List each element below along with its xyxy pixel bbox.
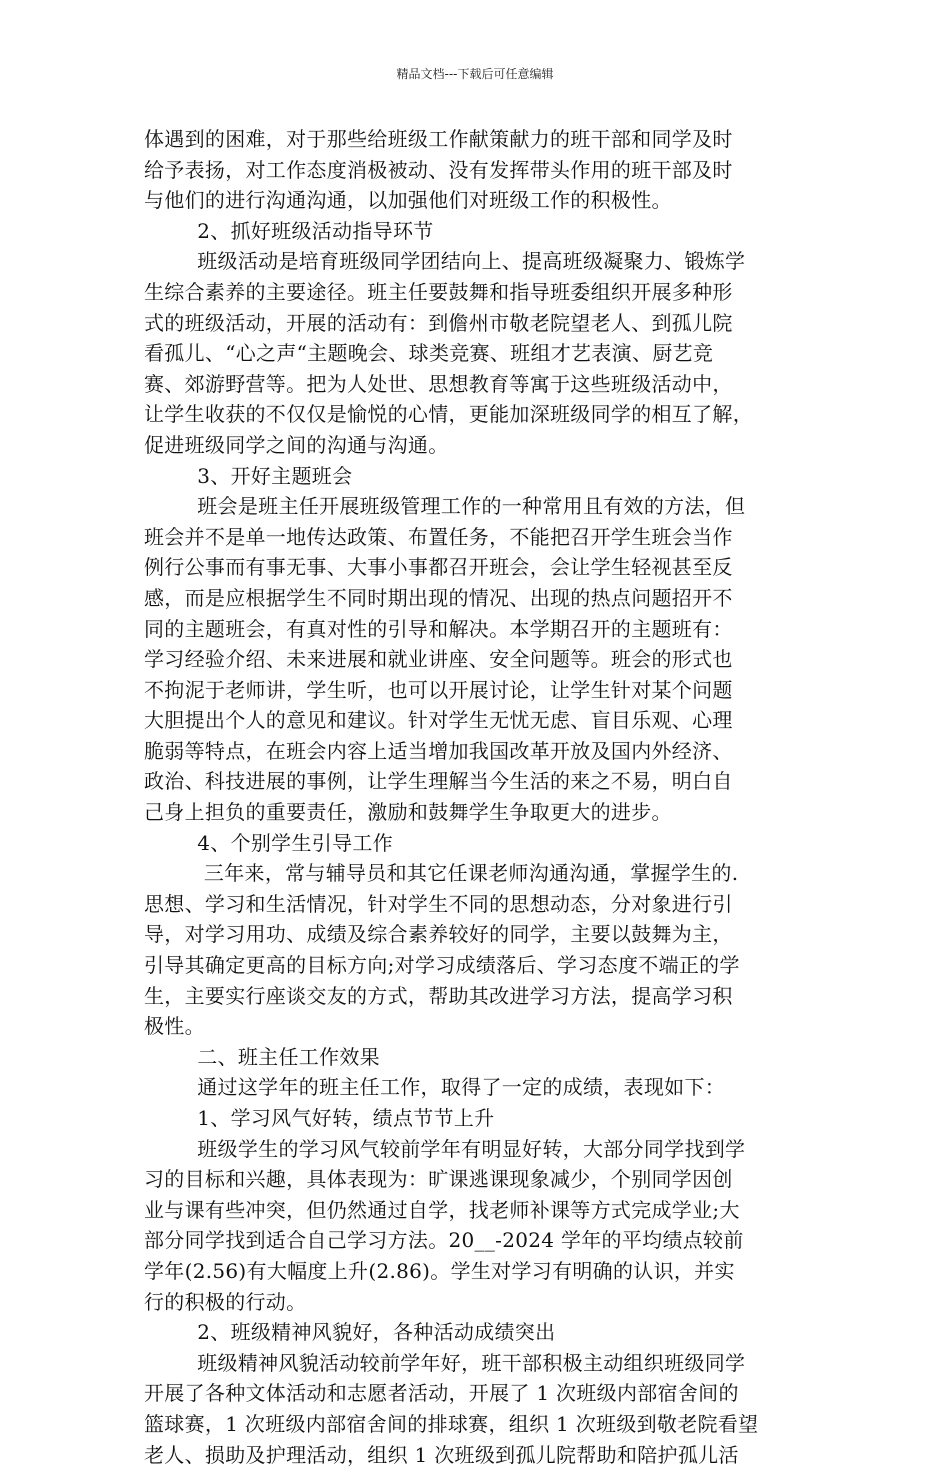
page-header: 精品文档---下载后可任意编辑 <box>396 67 554 81</box>
section-heading: 1、学习风气好转，绩点节节上升 <box>144 1106 495 1130</box>
text-line: 开展了各种文体活动和志愿者活动，开展了 1 次班级内部宿舍间的 <box>144 1381 739 1406</box>
text-line: 班会是班主任开展班级管理工作的一种常用且有效的方法，但 <box>144 494 746 519</box>
text-line: 体遇到的困难，对于那些给班级工作献策献力的班干部和同学及时 <box>144 127 733 151</box>
text-line: 生综合素养的主要途径。班主任要鼓舞和指导班委组织开展多种形 <box>144 279 733 304</box>
text-line: 业与课有些冲突，但仍然通过自学，找老师补课等方式完成学业;大 <box>144 1197 740 1222</box>
section-heading: 2、班级精神风貌好，各种活动成绩突出 <box>144 1320 556 1345</box>
text-line: 班会并不是单一地传达政策、布置任务，不能把召开学生班会当作 <box>144 524 733 549</box>
text-line: 篮球赛，1 次班级内部宿舍间的排球赛，组织 1 次班级到敬老院看望 <box>144 1411 759 1436</box>
text-line: 脆弱等特点，在班会内容上适当增加我国改革开放及国内外经济、 <box>144 738 733 763</box>
text-line: 感，而是应根据学生不同时期出现的情况、出现的热点问题招开不 <box>144 585 733 610</box>
section-heading: 二、班主任工作效果 <box>144 1044 380 1069</box>
text-line: 赛、郊游野营等。把为人处世、思想教育等寓于这些班级活动中， <box>144 371 733 396</box>
text-line: 极性。 <box>144 1014 205 1039</box>
text-line: 让学生收获的不仅仅是愉悦的心情，更能加深班级同学的相互了解， <box>144 402 753 427</box>
text-line: 政治、科技进展的事例，让学生理解当今生活的来之不易，明白自 <box>144 769 733 794</box>
document-body <box>144 124 824 1470</box>
text-line: 不拘泥于老师讲，学生听，也可以开展讨论，让学生针对某个问题 <box>144 677 733 702</box>
text-line: 促进班级同学之间的沟通与沟通。 <box>144 432 449 457</box>
text-line: 生，主要实行座谈交友的方式，帮助其改进学习方法，提高学习积 <box>144 983 733 1008</box>
text-line: 班级精神风貌活动较前学年好，班干部积极主动组织班级同学 <box>144 1350 746 1375</box>
text-line: 学习经验介绍、未来进展和就业讲座、安全问题等。班会的形式也 <box>144 647 733 672</box>
text-line: 与他们的进行沟通沟通，以加强他们对班级工作的积极性。 <box>144 188 672 213</box>
section-heading: 2、抓好班级活动指导环节 <box>144 218 434 243</box>
text-line: 大胆提出个人的意见和建议。针对学生无忧无虑、盲目乐观、心理 <box>144 708 733 733</box>
text-line: 老人、损助及护理活动，组织 1 次班级到孤儿院帮助和陪护孤儿活 <box>144 1442 739 1467</box>
text-line: 导，对学习用功、成绩及综合素养较好的同学，主要以鼓舞为主， <box>144 922 733 947</box>
text-line: 班级学生的学习风气较前学年有明显好转，大部分同学找到学 <box>144 1136 746 1161</box>
text-line: 思想、学习和生活情况，针对学生不同的思想动态，分对象进行引 <box>144 891 733 916</box>
text-line: 部分同学找到适合自己学习方法。20__-2024 学年的平均绩点较前 <box>144 1228 744 1253</box>
text-line: 引导其确定更高的目标方向;对学习成绩落后、学习态度不端正的学 <box>144 953 740 978</box>
text-line: 通过这学年的班主任工作，取得了一定的成绩，表现如下： <box>144 1075 726 1100</box>
text-line: 三年来，常与辅导员和其它任课老师沟通沟通，掌握学生的. <box>144 861 739 886</box>
text-line: 式的班级活动，开展的活动有：到儋州市敬老院望老人、到孤儿院 <box>144 310 733 335</box>
text-line: 给予表扬，对工作态度消极被动、没有发挥带头作用的班干部及时 <box>144 157 733 182</box>
text-line: 行的积极的行动。 <box>144 1289 307 1314</box>
section-heading: 4、个别学生引导工作 <box>144 830 393 855</box>
text-line: 同的主题班会，有真对性的引导和解决。本学期召开的主题班有： <box>144 616 733 641</box>
text-line: 学年(2.56)有大幅度上升(2.86)。学生对学习有明确的认识，并实 <box>144 1258 735 1283</box>
text-line: 看孤儿、“心之声“主题晚会、球类竞赛、班组才艺表演、厨艺竞 <box>144 341 714 366</box>
text-line: 习的目标和兴趣，具体表现为：旷课逃课现象减少，个别同学因创 <box>144 1167 733 1192</box>
text-line: 例行公事而有事无事、大事小事都召开班会，会让学生轻视甚至反 <box>144 555 733 580</box>
text-line: 班级活动是培育班级同学团结向上、提高班级凝聚力、锻炼学 <box>144 249 746 274</box>
text-line: 己身上担负的重要责任，激励和鼓舞学生争取更大的进步。 <box>144 800 672 825</box>
section-heading: 3、开好主题班会 <box>144 463 353 488</box>
